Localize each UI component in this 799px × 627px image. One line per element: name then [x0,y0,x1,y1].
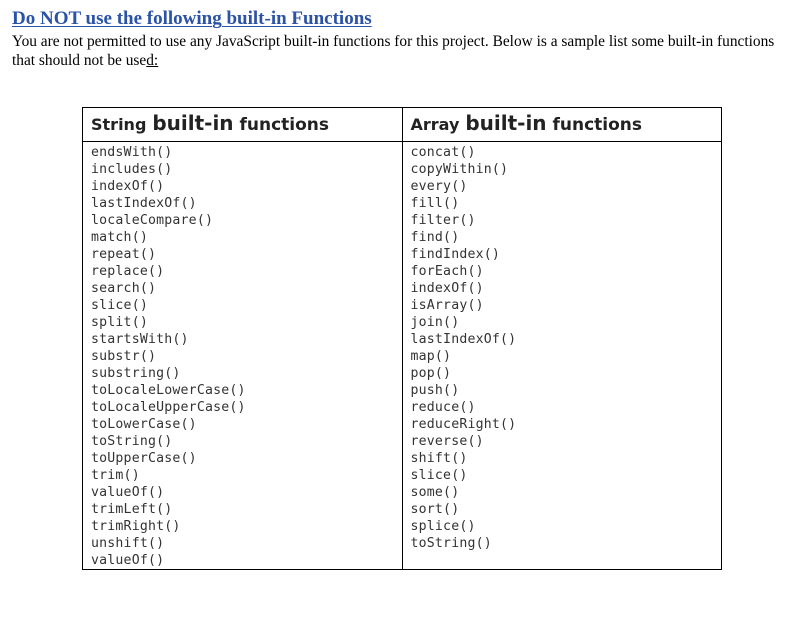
list-item: splice() [410,519,476,534]
list-item: endsWith() [91,145,173,160]
string-functions-cell [83,142,403,570]
list-item: every() [410,179,468,194]
string-column-header [83,108,403,142]
list-item: toLowerCase() [91,417,197,432]
array-header-prefix: Array [410,115,460,134]
list-item: reduceRight() [410,417,517,432]
list-item: includes() [91,162,173,177]
array-functions-list [411,144,722,552]
list-item: trimLeft() [91,502,173,517]
list-item: unshift() [91,536,165,551]
list-item: slice() [410,468,468,483]
table-header-row [83,108,722,142]
list-item: toLocaleUpperCase() [91,400,246,415]
page-heading: Do NOT use the following built-in Functions [12,8,372,29]
array-header-emphasis: built-in [465,111,547,135]
list-item: lastIndexOf() [91,196,197,211]
list-item: trimRight() [91,519,181,534]
list-item: trim() [91,468,140,483]
list-item: toUpperCase() [91,451,197,466]
list-item: substr() [91,349,157,364]
list-item: toLocaleLowerCase() [91,383,246,398]
list-item: valueOf() [91,553,165,568]
list-item: push() [410,383,460,398]
list-item: startsWith() [91,332,189,347]
list-item: toString() [410,536,492,551]
list-item: substring() [91,366,181,381]
list-item: map() [410,349,452,364]
list-item: sort() [410,502,460,517]
string-header-emphasis: built-in [152,111,234,135]
list-item: findIndex() [410,247,501,262]
list-item: localeCompare() [91,213,214,228]
list-item: reduce() [410,400,476,415]
list-item: shift() [410,451,468,466]
intro-paragraph [12,32,787,70]
list-item: concat() [410,145,476,160]
string-header-suffix: functions [239,115,330,135]
list-item: find() [410,230,460,245]
list-item: filter() [410,213,476,228]
list-item: slice() [91,298,148,313]
array-column-header [402,108,722,142]
string-header-prefix: String [91,115,147,134]
list-item: toString() [91,434,173,449]
list-item: split() [91,315,148,330]
list-item: reverse() [410,434,484,449]
list-item: valueOf() [91,485,165,500]
list-item: some() [410,485,460,500]
list-item: lastIndexOf() [410,332,517,347]
list-item: isArray() [410,298,484,313]
list-item: indexOf() [91,179,165,194]
list-item: pop() [410,366,452,381]
intro-text: You are not permitted to use any JavaScript built-in functions for this project. Below is a sample list some built-in functions that should not be use [12,33,775,69]
built-in-functions-table [82,107,722,570]
list-item: indexOf() [410,281,484,296]
array-header-suffix: functions [552,115,643,135]
string-functions-list [91,144,402,569]
intro-underlined-tail: d: [146,52,159,69]
list-item: replace() [91,264,165,279]
list-item: fill() [410,196,460,211]
list-item: match() [91,230,148,245]
array-functions-cell [402,142,722,570]
list-item: copyWithin() [410,162,509,177]
list-item: forEach() [410,264,484,279]
list-item: join() [410,315,460,330]
table-body-row [83,142,722,570]
list-item: search() [91,281,157,296]
list-item: repeat() [91,247,157,262]
